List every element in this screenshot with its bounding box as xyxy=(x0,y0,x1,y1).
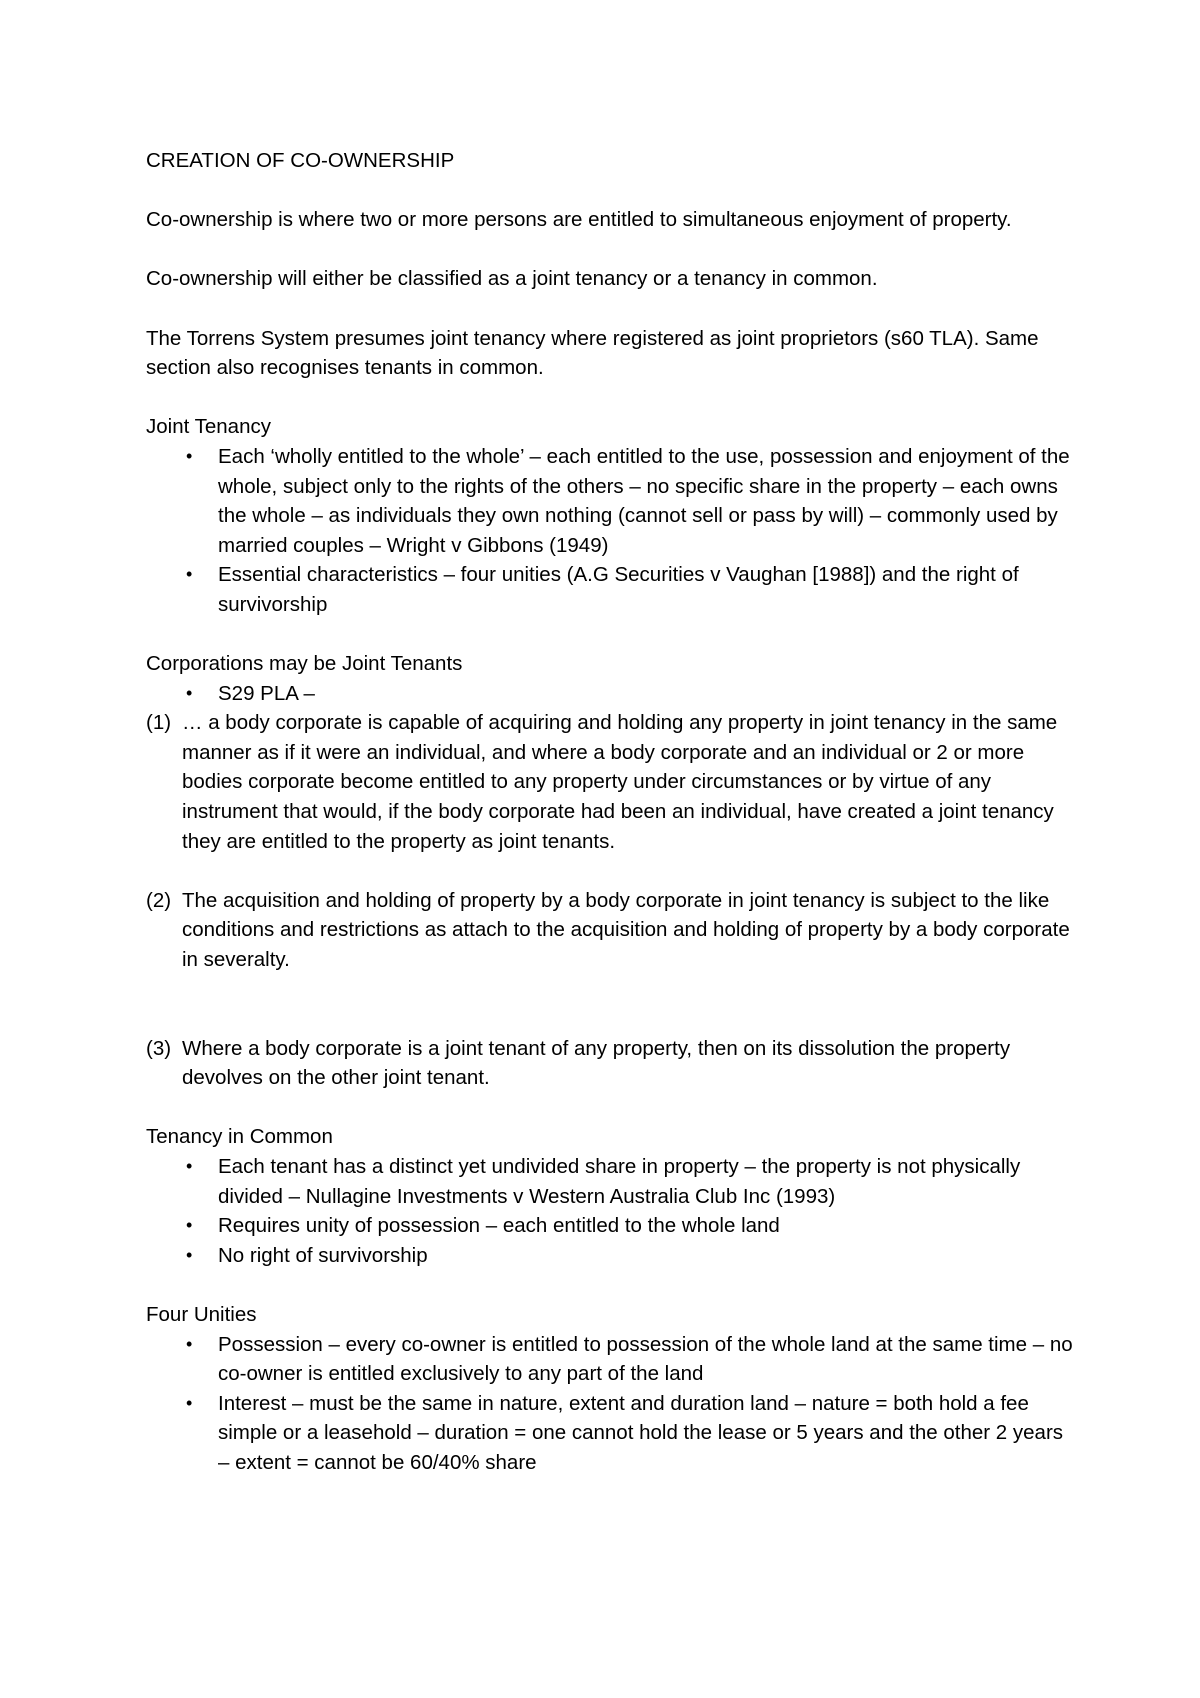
list-item xyxy=(146,1211,1076,1241)
list-item xyxy=(146,1152,1076,1211)
list-item-text: Interest – must be the same in nature, extent and duration land – nature = both hold a fee simple or a leasehold – duration = one cannot hold the lease or 5 years and the other 2 years – extent = cannot be 60/40% share xyxy=(218,1391,1064,1474)
list-item xyxy=(146,1389,1076,1478)
list-item-text: Essential characteristics – four unities (A.G Securities v Vaughan [1988]) and the right of survivorship xyxy=(218,563,1019,616)
bullet-icon: • xyxy=(186,445,193,466)
item-text: The acquisition and holding of property by a body corporate in joint tenancy is subject to the like conditions and restrictions as attach to the acquisition and holding of property by a body corporate in severalty. xyxy=(182,888,1070,972)
intro-paragraph-1: Co-ownership is where two or more persons are entitled to simultaneous enjoyment of property. xyxy=(146,208,1012,232)
numbered-item xyxy=(146,708,1076,856)
list-item xyxy=(146,679,1076,709)
list-item-text: Each tenant has a distinct yet undivided share in property – the property is not physically divided – Nullagine Investments v Western Australia Club Inc (1993) xyxy=(218,1155,1021,1208)
corporations-list xyxy=(146,679,1076,709)
document-page xyxy=(146,146,1076,1478)
bullet-icon: • xyxy=(186,1244,193,1265)
tenancy-in-common-list xyxy=(146,1152,1076,1270)
list-item xyxy=(146,1330,1076,1389)
item-text: … a body corporate is capable of acquiring and holding any property in joint tenancy in the same manner as if it were an individual, and where a body corporate and an individual or 2 or more bodies corporate become entitled to any property under circumstances or by virtue of any instrument that would, if the body corporate had been an individual, have created a joint tenancy they are entitled to the property as joint tenants. xyxy=(182,711,1058,853)
intro-paragraph-3: The Torrens System presumes joint tenancy where registered as joint proprietors (s60 TLA). Same section also recognises tenants in common. xyxy=(146,326,1039,380)
list-item-text: No right of survivorship xyxy=(218,1243,428,1267)
list-item-text: Each ‘wholly entitled to the whole’ – each entitled to the use, possession and enjoyment of the whole, subject only to the rights of the others – no specific share in the property – each owns the whole – as individuals they own nothing (cannot sell or pass by will) – commonly used by married couples – Wright v Gibbons (1949) xyxy=(218,444,1070,557)
joint-tenancy-list xyxy=(146,442,1076,620)
list-item-text: Requires unity of possession – each entitled to the whole land xyxy=(218,1214,780,1238)
bullet-icon: • xyxy=(186,564,193,585)
numbered-item xyxy=(146,1034,1076,1093)
item-number: (2) xyxy=(146,888,172,912)
list-item-text: Possession – every co-owner is entitled to possession of the whole land at the same time – no co-owner is entitled exclusively to any part of the land xyxy=(218,1332,1073,1386)
intro-paragraph-2: Co-ownership will either be classified as a joint tenancy or a tenancy in common. xyxy=(146,267,878,291)
bullet-icon: • xyxy=(186,1215,193,1236)
item-text: Where a body corporate is a joint tenant of any property, then on its dissolution the property devolves on the other joint tenant. xyxy=(182,1036,1011,1090)
section-heading-joint-tenancy: Joint Tenancy xyxy=(146,415,271,439)
section-heading-tenancy-in-common: Tenancy in Common xyxy=(146,1125,333,1149)
bullet-icon: • xyxy=(186,1392,193,1413)
list-item xyxy=(146,1241,1076,1271)
item-number: (3) xyxy=(146,1036,172,1060)
document-title: CREATION OF CO-OWNERSHIP xyxy=(146,149,455,172)
four-unities-list xyxy=(146,1330,1076,1478)
list-item-text: S29 PLA – xyxy=(218,681,315,705)
item-number: (1) xyxy=(146,711,172,735)
section-heading-four-unities: Four Unities xyxy=(146,1302,257,1326)
list-item xyxy=(146,442,1076,560)
numbered-item xyxy=(146,886,1076,975)
list-item xyxy=(146,560,1076,619)
bullet-icon: • xyxy=(186,1333,193,1354)
section-heading-corporations: Corporations may be Joint Tenants xyxy=(146,652,463,676)
bullet-icon: • xyxy=(186,1156,193,1176)
bullet-icon: • xyxy=(186,682,193,703)
